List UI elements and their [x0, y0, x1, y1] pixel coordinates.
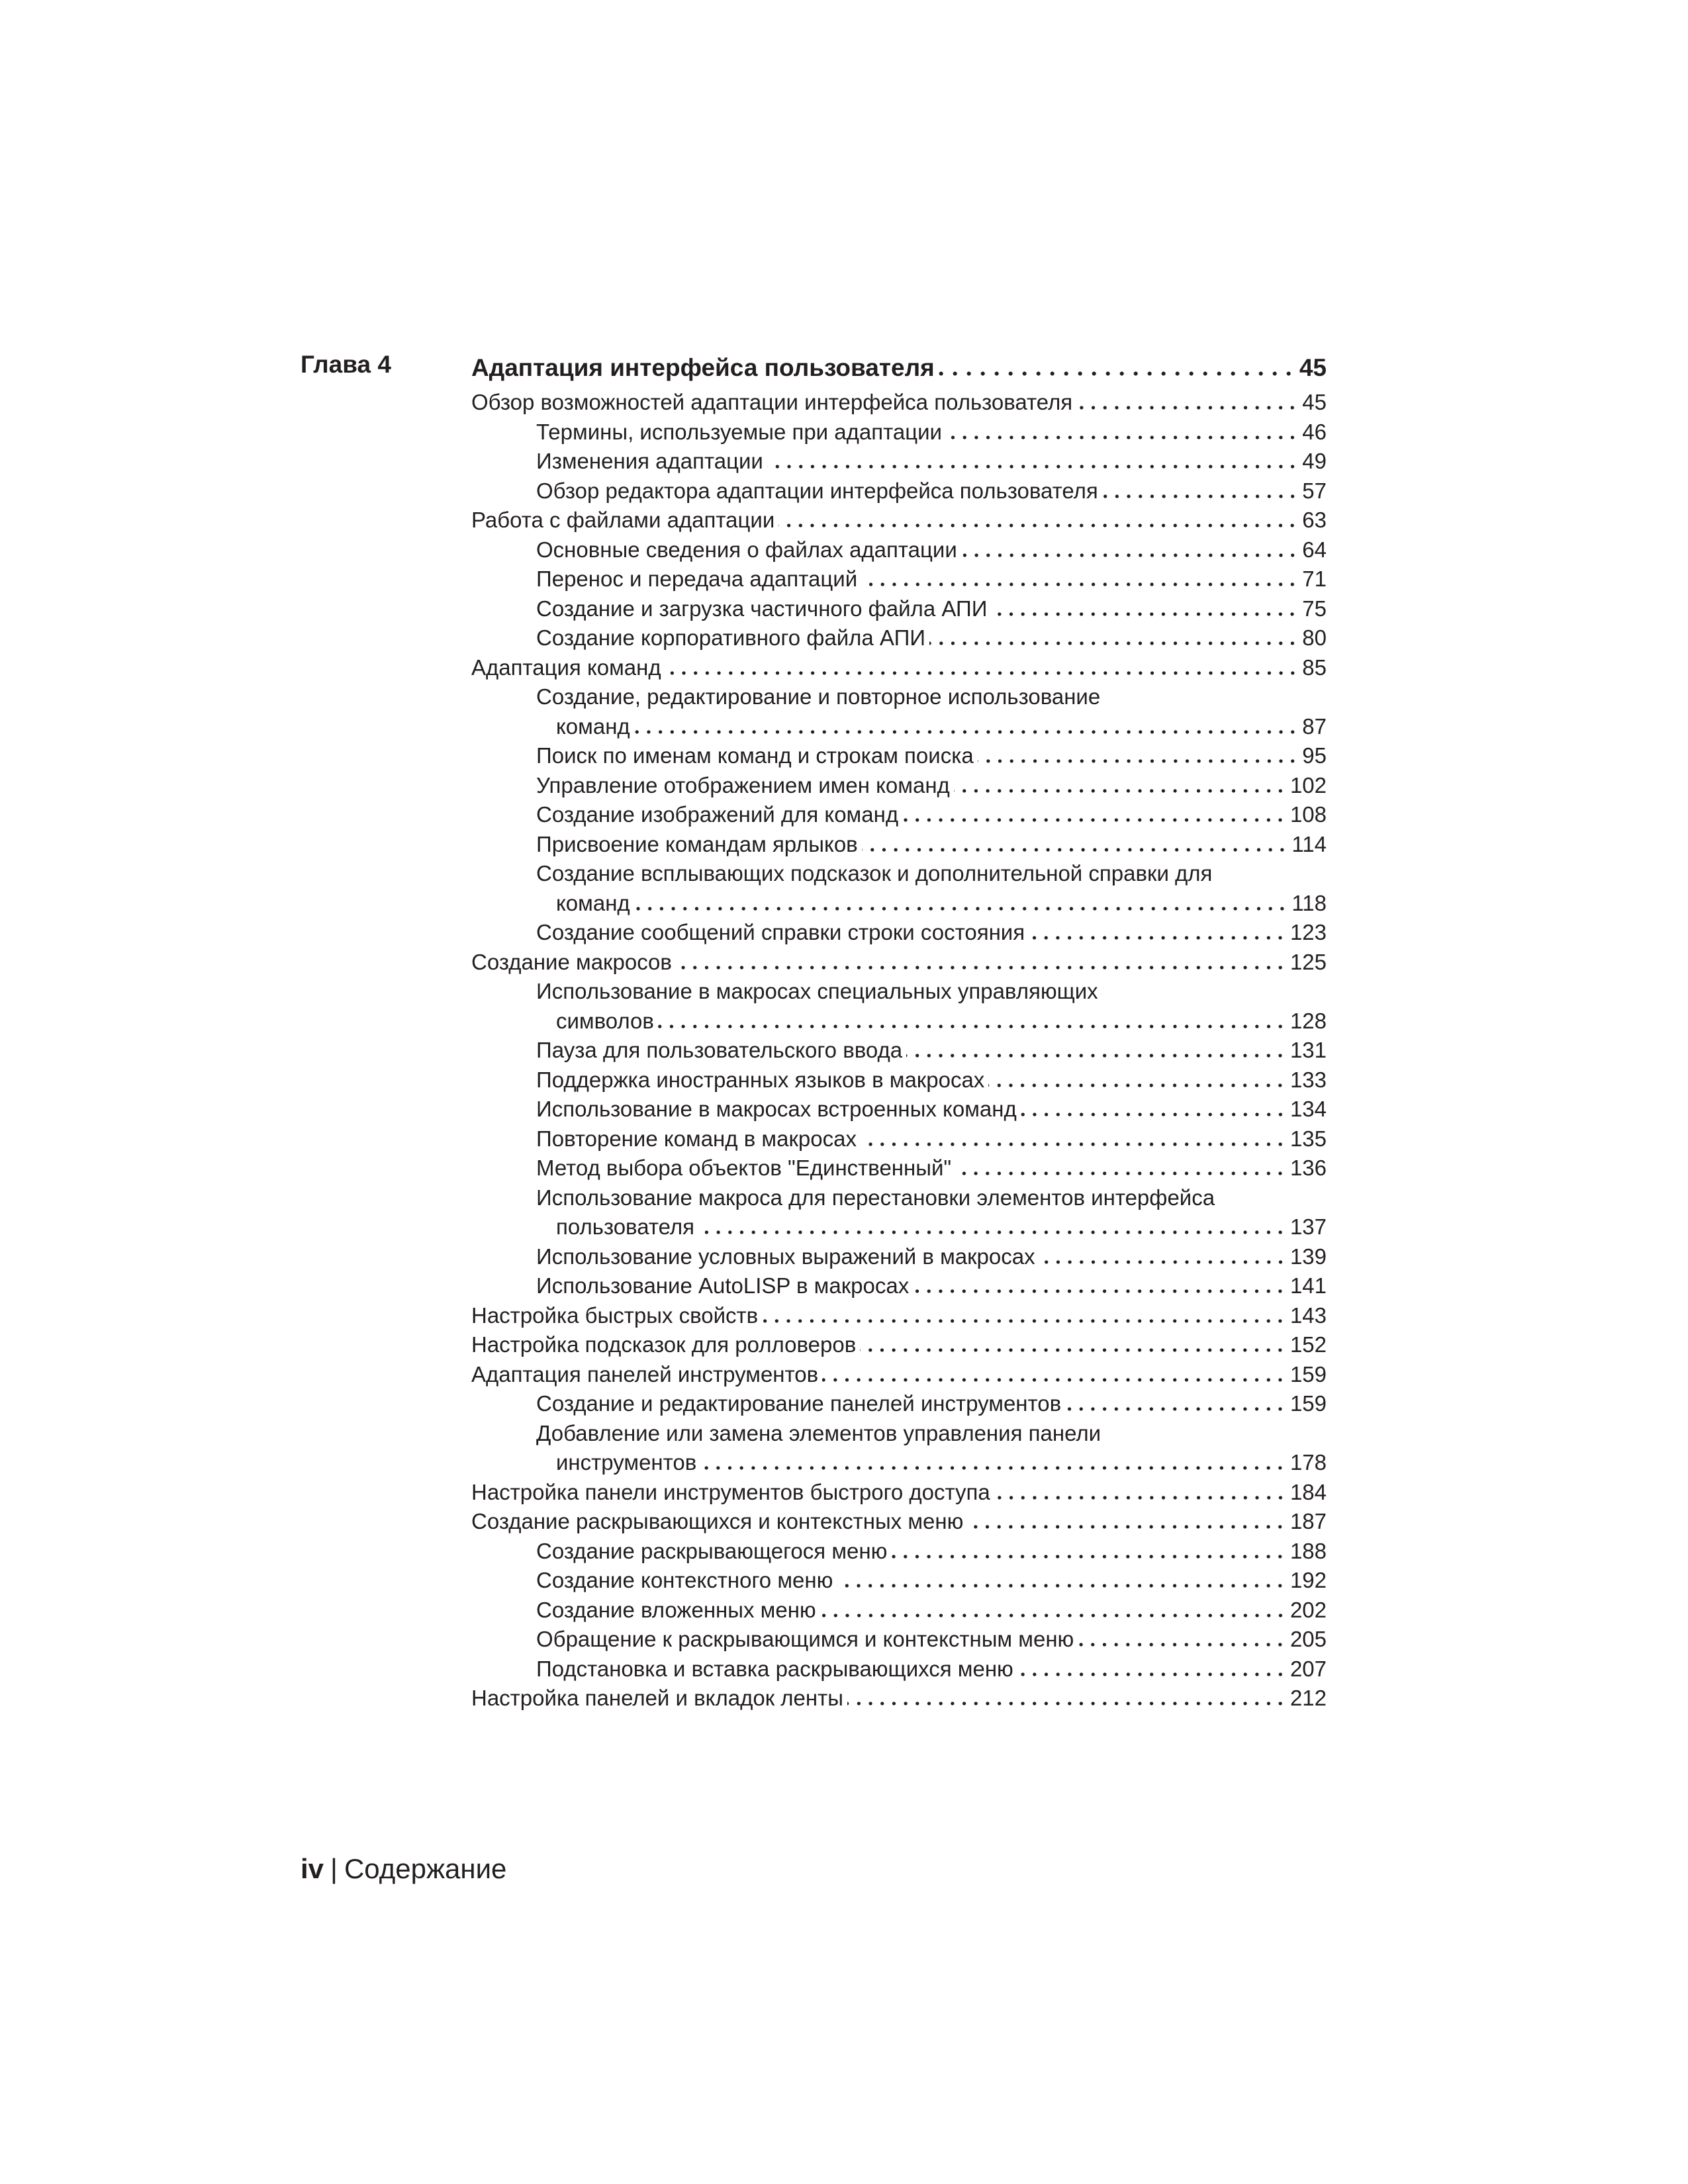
toc-entry[interactable] [471, 741, 1327, 771]
entry-title: Обзор редактора адаптации интерфейса пользователя [536, 478, 1098, 503]
dot-leader [906, 1054, 1286, 1058]
toc-entry[interactable] [471, 1655, 1327, 1684]
dot-leader [676, 966, 1286, 970]
toc-entry[interactable] [471, 859, 1327, 889]
entry-title: Повторение команд в макросах [536, 1126, 857, 1151]
dot-leader [634, 907, 1288, 911]
toc-entry[interactable] [471, 918, 1327, 948]
dot-leader [913, 1289, 1286, 1293]
dot-leader [994, 1496, 1286, 1500]
entry-page: 85 [1302, 655, 1327, 680]
toc-entry[interactable] [471, 1183, 1327, 1213]
entry-page: 114 [1291, 831, 1327, 856]
entry-title: Создание раскрывающегося меню [536, 1538, 888, 1563]
entry-title: Создание, редактирование и повторное использование [536, 684, 1101, 709]
entry-title-continued: команд [556, 890, 630, 915]
entry-page: 141 [1289, 1273, 1327, 1298]
entry-page: 143 [1289, 1302, 1327, 1328]
entry-title: Использование AutoLISP в макросах [536, 1273, 910, 1298]
entry-page: 139 [1289, 1244, 1327, 1269]
toc-entry[interactable] [471, 623, 1327, 653]
dot-leader [861, 582, 1298, 586]
toc-entry-continuation[interactable] [471, 1212, 1327, 1242]
entry-title: Использование в макросах встроенных команд [536, 1097, 1017, 1121]
dot-leader [634, 730, 1299, 734]
entry-title: Использование в макросах специальных управляющих [536, 979, 1098, 1003]
toc-entry[interactable] [471, 1684, 1327, 1713]
toc-entry[interactable] [471, 418, 1327, 447]
chapter-page: 45 [1299, 354, 1327, 381]
entry-page: 123 [1289, 920, 1327, 944]
entry-page: 188 [1289, 1538, 1327, 1563]
toc-entry[interactable] [471, 388, 1327, 418]
entry-page: 46 [1302, 419, 1327, 444]
entry-title: Настройка быстрых свойств [471, 1302, 759, 1328]
entry-title: Адаптация команд [471, 655, 661, 680]
entry-title: Создание сообщений справки строки состояния [536, 920, 1025, 944]
entry-title: Обзор возможностей адаптации интерфейса пользователя [471, 390, 1073, 414]
toc-entry[interactable] [471, 771, 1327, 801]
dot-leader [1021, 1113, 1286, 1116]
chapter-heading[interactable] [471, 351, 1327, 388]
dot-leader [1102, 494, 1299, 498]
entry-title: Поддержка иностранных языков в макросах [536, 1067, 985, 1092]
entry-page: 95 [1302, 743, 1327, 768]
dot-leader [1017, 1672, 1286, 1676]
toc-entry[interactable] [471, 948, 1327, 978]
entry-page: 136 [1289, 1156, 1327, 1180]
entry-page: 71 [1302, 567, 1327, 591]
entry-title: Создание раскрывающихся и контекстных меню [471, 1509, 964, 1533]
entry-title: Поиск по именам команд и строкам поиска [536, 743, 974, 768]
dot-leader [929, 641, 1298, 645]
entry-title: Метод выбора объектов "Единственный" [536, 1156, 952, 1180]
entry-page: 152 [1289, 1332, 1327, 1357]
entry-title: Термины, используемые при адаптации [536, 419, 942, 444]
toc-entry[interactable] [471, 1036, 1327, 1066]
dot-leader [658, 1024, 1286, 1028]
toc-entry[interactable] [471, 682, 1327, 712]
entry-page: 118 [1291, 890, 1327, 915]
entry-page: 87 [1302, 713, 1327, 739]
entry-page: 135 [1289, 1126, 1327, 1151]
entry-title: Создание вложенных меню [536, 1597, 816, 1622]
toc-entry-continuation[interactable] [471, 1448, 1327, 1478]
toc-entry[interactable] [471, 1095, 1327, 1124]
toc-entry[interactable] [471, 1301, 1327, 1331]
entry-page: 205 [1289, 1627, 1327, 1651]
toc-entry[interactable] [471, 977, 1327, 1007]
dot-leader [665, 671, 1299, 675]
dot-leader [1039, 1260, 1286, 1264]
toc-entries [471, 388, 1327, 1713]
page-number: iv [301, 1853, 324, 1884]
entry-title: Создание и загрузка частичного файла АПИ [536, 596, 988, 621]
entry-title: Создание всплывающих подсказок и дополнительной справки для [536, 861, 1213, 886]
dot-leader [961, 553, 1299, 557]
dot-leader [967, 1525, 1286, 1529]
toc-entry[interactable] [471, 830, 1327, 860]
toc-entry[interactable] [471, 653, 1327, 683]
dot-leader [862, 848, 1288, 852]
dot-leader [700, 1466, 1286, 1470]
chapter-label: Глава 4 [301, 351, 391, 378]
toc-entry[interactable] [471, 1360, 1327, 1390]
toc-entry[interactable] [471, 1242, 1327, 1272]
toc-entry[interactable] [471, 535, 1327, 565]
entry-page: 137 [1289, 1214, 1327, 1239]
entry-title: Основные сведения о файлах адаптации [536, 537, 957, 562]
toc-entry[interactable] [471, 565, 1327, 594]
entry-title-continued: инструментов [556, 1450, 697, 1475]
dot-leader [946, 435, 1298, 439]
entry-page: 159 [1289, 1391, 1327, 1416]
entry-title: Использование условных выражений в макросах [536, 1244, 1035, 1269]
toc-entry[interactable] [471, 1154, 1327, 1183]
dot-leader [837, 1584, 1286, 1588]
entry-page: 131 [1289, 1038, 1327, 1062]
entry-title: Работа с файлами адаптации [471, 508, 775, 532]
toc-entry[interactable] [471, 477, 1327, 506]
toc-entry[interactable] [471, 1271, 1327, 1301]
entry-title: Присвоение командам ярлыков [536, 831, 858, 856]
entry-title: Настройка панели инструментов быстрого доступа [471, 1479, 990, 1504]
entry-page: 207 [1289, 1656, 1327, 1681]
toc-entry-continuation[interactable] [471, 889, 1327, 919]
toc-entry[interactable] [471, 1507, 1327, 1537]
dot-leader [939, 371, 1295, 376]
toc-entry[interactable] [471, 1419, 1327, 1449]
dot-leader [1076, 406, 1298, 410]
entry-title: Перенос и передача адаптаций [536, 567, 858, 591]
dot-leader [860, 1348, 1286, 1352]
dot-leader [1029, 936, 1286, 940]
dot-leader [978, 759, 1299, 763]
toc-entry[interactable] [471, 1330, 1327, 1360]
entry-page: 192 [1289, 1568, 1327, 1592]
dot-leader [822, 1378, 1286, 1382]
entry-title: Адаптация панелей инструментов [471, 1361, 819, 1387]
toc-entry[interactable] [471, 1537, 1327, 1567]
entry-title: Пауза для пользовательского ввода [536, 1038, 903, 1062]
entry-page: 202 [1289, 1597, 1327, 1622]
entry-title: Создание макросов [471, 949, 672, 974]
table-of-contents [471, 351, 1327, 1713]
entry-title: Обращение к раскрывающимся и контекстным меню [536, 1627, 1074, 1651]
toc-entry[interactable] [471, 1566, 1327, 1596]
toc-entry[interactable] [471, 800, 1327, 830]
entry-page: 45 [1302, 390, 1327, 414]
entry-page: 133 [1289, 1067, 1327, 1092]
dot-leader [820, 1614, 1286, 1617]
page-footer [301, 1853, 506, 1885]
entry-page: 187 [1289, 1509, 1327, 1533]
entry-title: Создание корпоративного файла АПИ [536, 625, 926, 650]
entry-page: 49 [1302, 449, 1327, 473]
entry-page: 184 [1289, 1479, 1327, 1504]
dot-leader [954, 789, 1286, 793]
toc-entry[interactable] [471, 1596, 1327, 1625]
entry-page: 64 [1302, 537, 1327, 562]
entry-title: Изменения адаптации [536, 449, 763, 473]
dot-leader [767, 465, 1298, 469]
entry-title-continued: символов [556, 1008, 654, 1033]
dot-leader [861, 1142, 1286, 1146]
entry-page: 57 [1302, 478, 1327, 503]
entry-page: 80 [1302, 625, 1327, 650]
toc-entry[interactable] [471, 1124, 1327, 1154]
toc-entry[interactable] [471, 1625, 1327, 1655]
dot-leader [778, 523, 1298, 527]
dot-leader [698, 1230, 1286, 1234]
dot-leader [847, 1702, 1286, 1706]
entry-title-continued: пользователя [556, 1214, 694, 1239]
section-name: Содержание [344, 1853, 507, 1884]
entry-title: Управление отображением имен команд [536, 772, 950, 797]
entry-page: 134 [1289, 1097, 1327, 1121]
dot-leader [955, 1171, 1286, 1175]
entry-page: 178 [1289, 1450, 1327, 1475]
dot-leader [891, 1555, 1286, 1559]
entry-page: 128 [1289, 1008, 1327, 1033]
entry-page: 212 [1289, 1686, 1327, 1710]
dot-leader [1078, 1643, 1286, 1647]
dot-leader [762, 1319, 1286, 1323]
dot-leader [991, 612, 1298, 616]
toc-entry-continuation[interactable] [471, 1007, 1327, 1036]
toc-entry[interactable] [471, 594, 1327, 624]
dot-leader [1065, 1407, 1286, 1411]
toc-entry[interactable] [471, 447, 1327, 477]
dot-leader [988, 1083, 1286, 1087]
toc-entry[interactable] [471, 1389, 1327, 1419]
footer-separator: | [330, 1853, 338, 1884]
entry-title: Создание и редактирование панелей инструментов [536, 1391, 1062, 1416]
entry-page: 108 [1289, 802, 1327, 827]
entry-page: 125 [1289, 949, 1327, 974]
toc-entry-continuation[interactable] [471, 712, 1327, 742]
entry-title: Добавление или замена элементов управления панели [536, 1420, 1102, 1445]
entry-title: Настройка подсказок для ролловеров [471, 1332, 857, 1357]
toc-entry[interactable] [471, 1478, 1327, 1508]
entry-title: Настройка панелей и вкладок ленты [471, 1686, 843, 1710]
entry-page: 63 [1302, 508, 1327, 532]
chapter-title: Адаптация интерфейса пользователя [471, 354, 935, 381]
entry-page: 159 [1289, 1361, 1327, 1387]
toc-entry[interactable] [471, 1066, 1327, 1095]
entry-title: Создание изображений для команд [536, 802, 899, 827]
entry-page: 75 [1302, 596, 1327, 621]
entry-title: Создание контекстного меню [536, 1568, 833, 1592]
toc-entry[interactable] [471, 506, 1327, 535]
entry-title: Использование макроса для перестановки элементов интерфейса [536, 1185, 1215, 1210]
dot-leader [902, 818, 1286, 822]
entry-title-continued: команд [556, 713, 630, 739]
entry-title: Подстановка и вставка раскрывающихся меню [536, 1656, 1013, 1681]
entry-page: 102 [1289, 772, 1327, 797]
